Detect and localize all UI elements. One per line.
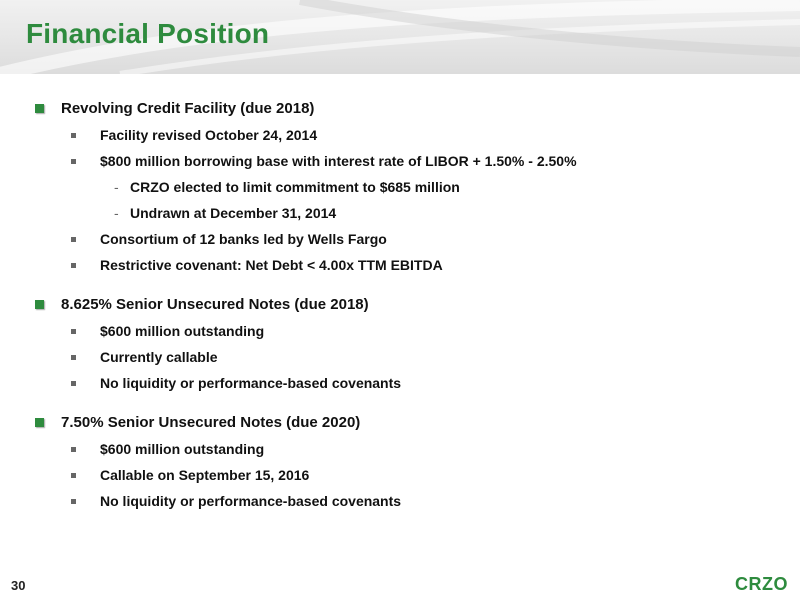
square-bullet-icon [71,473,76,478]
green-square-bullet-icon [35,104,44,113]
section-revolving-credit [0,96,800,278]
page-number: 30 [11,578,26,593]
list-item: $800 million borrowing base with interest rate of LIBOR + 1.50% - 2.50% [0,148,800,174]
list-item: Facility revised October 24, 2014 [0,122,800,148]
list-item: $600 million outstanding [0,436,800,462]
dash-bullet-icon: - [114,179,119,195]
sub-list-item: - CRZO elected to limit commitment to $685 million [0,174,800,200]
page-title: Financial Position [26,18,270,49]
dash-bullet-icon: - [114,205,119,221]
square-bullet-icon [71,263,76,268]
square-bullet-icon [71,381,76,386]
square-bullet-icon [71,355,76,360]
square-bullet-icon [71,329,76,334]
list-item: $600 million outstanding [0,318,800,344]
section-heading: Revolving Credit Facility (due 2018) [0,96,800,122]
section-senior-notes-2020 [0,410,800,514]
section-heading: 8.625% Senior Unsecured Notes (due 2018) [0,292,800,318]
header-banner [0,0,800,74]
square-bullet-icon [71,499,76,504]
list-item: Restrictive covenant: Net Debt < 4.00x TTM EBITDA [0,252,800,278]
list-item: No liquidity or performance-based covenants [0,370,800,396]
square-bullet-icon [71,447,76,452]
list-item: Callable on September 15, 2016 [0,462,800,488]
square-bullet-icon [71,133,76,138]
green-square-bullet-icon [35,418,44,427]
green-square-bullet-icon [35,300,44,309]
list-item: Consortium of 12 banks led by Wells Fargo [0,226,800,252]
square-bullet-icon [71,237,76,242]
slide-content [0,96,800,514]
section-senior-notes-2018 [0,292,800,396]
sub-list-item: - Undrawn at December 31, 2014 [0,200,800,226]
square-bullet-icon [71,159,76,164]
list-item: No liquidity or performance-based covenants [0,488,800,514]
section-heading: 7.50% Senior Unsecured Notes (due 2020) [0,410,800,436]
list-item: Currently callable [0,344,800,370]
brand-logo: CRZO [735,574,788,594]
